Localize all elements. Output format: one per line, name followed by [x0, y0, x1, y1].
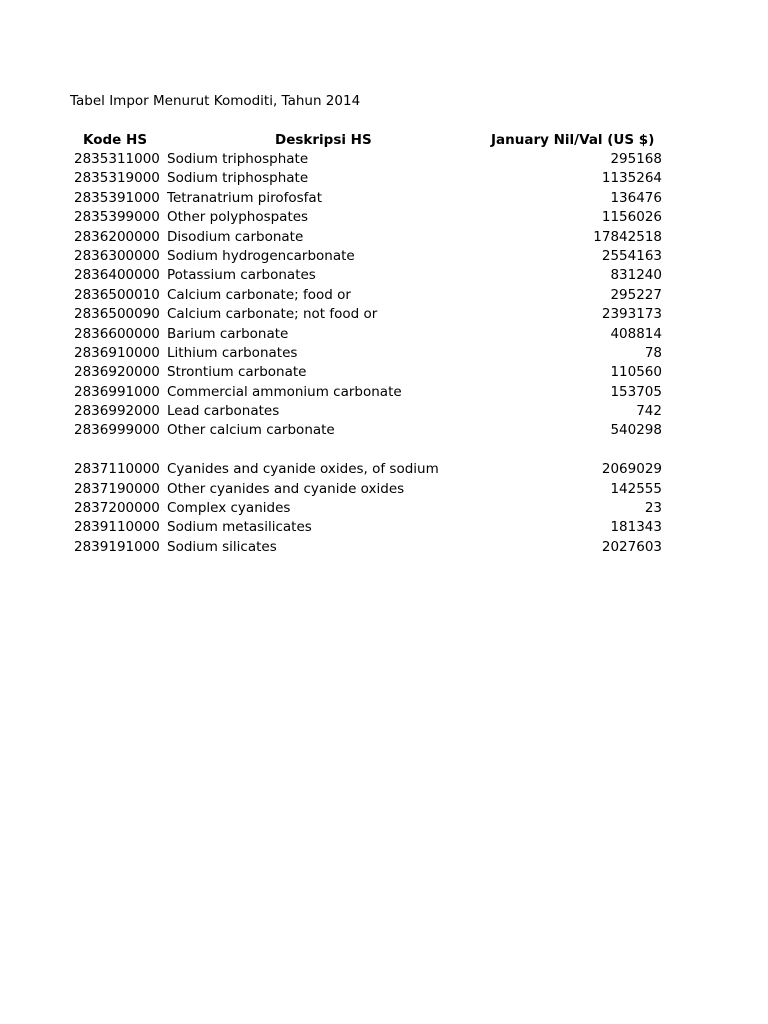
cell-january-value: 2069029	[601, 461, 662, 478]
cell-kode-hs: 2836600000	[74, 325, 160, 342]
cell-january-value: 2554163	[601, 247, 662, 264]
table-row	[0, 538, 768, 557]
header-kode-hs: Kode HS	[83, 132, 148, 148]
cell-january-value: 408814	[610, 325, 662, 342]
cell-january-value: 295227	[610, 286, 662, 303]
cell-deskripsi-hs: Calcium carbonate; food or	[167, 286, 351, 303]
cell-deskripsi-hs: Cyanides and cyanide oxides, of sodium	[167, 461, 439, 478]
cell-deskripsi-hs: Other cyanides and cyanide oxides	[167, 480, 405, 497]
cell-kode-hs: 2835311000	[74, 151, 160, 167]
cell-kode-hs: 2835319000	[74, 170, 160, 187]
table-row	[0, 305, 768, 324]
cell-january-value: 23	[644, 500, 662, 517]
cell-deskripsi-hs: Disodium carbonate	[167, 228, 304, 245]
cell-deskripsi-hs: Tetranatrium pirofosfat	[167, 189, 322, 206]
document-title: Tabel Impor Menurut Komoditi, Tahun 2014	[70, 93, 361, 109]
cell-kode-hs: 2836500090	[74, 306, 160, 323]
header-january-value: January Nil/Val (US $)	[491, 132, 655, 148]
table-row	[0, 208, 768, 227]
cell-january-value: 153705	[610, 383, 662, 400]
table-row	[0, 421, 768, 440]
cell-deskripsi-hs: Sodium triphosphate	[167, 151, 309, 167]
cell-january-value: 142555	[610, 480, 662, 497]
cell-kode-hs: 2836992000	[74, 403, 160, 420]
cell-kode-hs: 2839191000	[74, 538, 160, 555]
cell-deskripsi-hs: Lead carbonates	[167, 403, 280, 420]
cell-deskripsi-hs: Commercial ammonium carbonate	[167, 383, 402, 400]
cell-kode-hs: 2835391000	[74, 189, 160, 206]
table-row	[0, 228, 768, 247]
table-row	[0, 344, 768, 363]
table-row	[0, 460, 768, 479]
cell-january-value: 78	[644, 344, 662, 361]
cell-january-value: 2393173	[601, 306, 662, 323]
cell-deskripsi-hs: Other calcium carbonate	[167, 422, 335, 439]
cell-deskripsi-hs: Potassium carbonates	[167, 267, 316, 284]
cell-kode-hs: 2836991000	[74, 383, 160, 400]
cell-kode-hs: 2836920000	[74, 364, 160, 381]
table-row	[0, 402, 768, 421]
cell-kode-hs: 2836200000	[74, 228, 160, 245]
table-row	[0, 150, 768, 169]
table-row	[0, 169, 768, 188]
cell-kode-hs: 2839110000	[74, 519, 160, 536]
cell-january-value: 181343	[610, 519, 662, 536]
header-deskripsi-hs: Deskripsi HS	[275, 132, 372, 148]
table-row	[0, 286, 768, 305]
cell-january-value: 1156026	[601, 209, 662, 226]
cell-kode-hs: 2836400000	[74, 267, 160, 284]
cell-january-value: 742	[636, 403, 662, 420]
table-row	[0, 266, 768, 285]
cell-january-value: 1135264	[601, 170, 662, 187]
cell-deskripsi-hs: Complex cyanides	[167, 500, 291, 517]
cell-kode-hs: 2837110000	[74, 461, 160, 478]
table-body	[0, 150, 768, 557]
cell-kode-hs: 2836999000	[74, 422, 160, 439]
cell-kode-hs: 2835399000	[74, 209, 160, 226]
cell-deskripsi-hs: Strontium carbonate	[167, 364, 307, 381]
cell-kode-hs: 2837190000	[74, 480, 160, 497]
table-row	[0, 441, 768, 460]
table-row	[0, 325, 768, 344]
table-header-row	[0, 130, 768, 150]
table-row	[0, 363, 768, 382]
cell-january-value: 110560	[610, 364, 662, 381]
table-row	[0, 480, 768, 499]
table-row	[0, 189, 768, 208]
table-row	[0, 383, 768, 402]
cell-january-value: 831240	[610, 267, 662, 284]
cell-january-value: 540298	[610, 422, 662, 439]
cell-deskripsi-hs: Other polyphospates	[167, 209, 309, 226]
cell-january-value: 136476	[610, 189, 662, 206]
cell-january-value: 295168	[610, 151, 662, 167]
cell-deskripsi-hs: Barium carbonate	[167, 325, 289, 342]
cell-deskripsi-hs: Lithium carbonates	[167, 344, 298, 361]
table-row	[0, 499, 768, 518]
cell-kode-hs: 2836300000	[74, 247, 160, 264]
cell-deskripsi-hs: Sodium triphosphate	[167, 170, 309, 187]
cell-deskripsi-hs: Sodium hydrogencarbonate	[167, 247, 355, 264]
table-row	[0, 247, 768, 266]
table-row	[0, 518, 768, 537]
cell-kode-hs: 2836910000	[74, 344, 160, 361]
cell-deskripsi-hs: Sodium metasilicates	[167, 519, 312, 536]
cell-deskripsi-hs: Calcium carbonate; not food or	[167, 306, 378, 323]
cell-kode-hs: 2836500010	[74, 286, 160, 303]
cell-deskripsi-hs: Sodium silicates	[167, 538, 277, 555]
cell-january-value: 17842518	[593, 228, 662, 245]
cell-january-value: 2027603	[601, 538, 662, 555]
cell-kode-hs: 2837200000	[74, 500, 160, 517]
